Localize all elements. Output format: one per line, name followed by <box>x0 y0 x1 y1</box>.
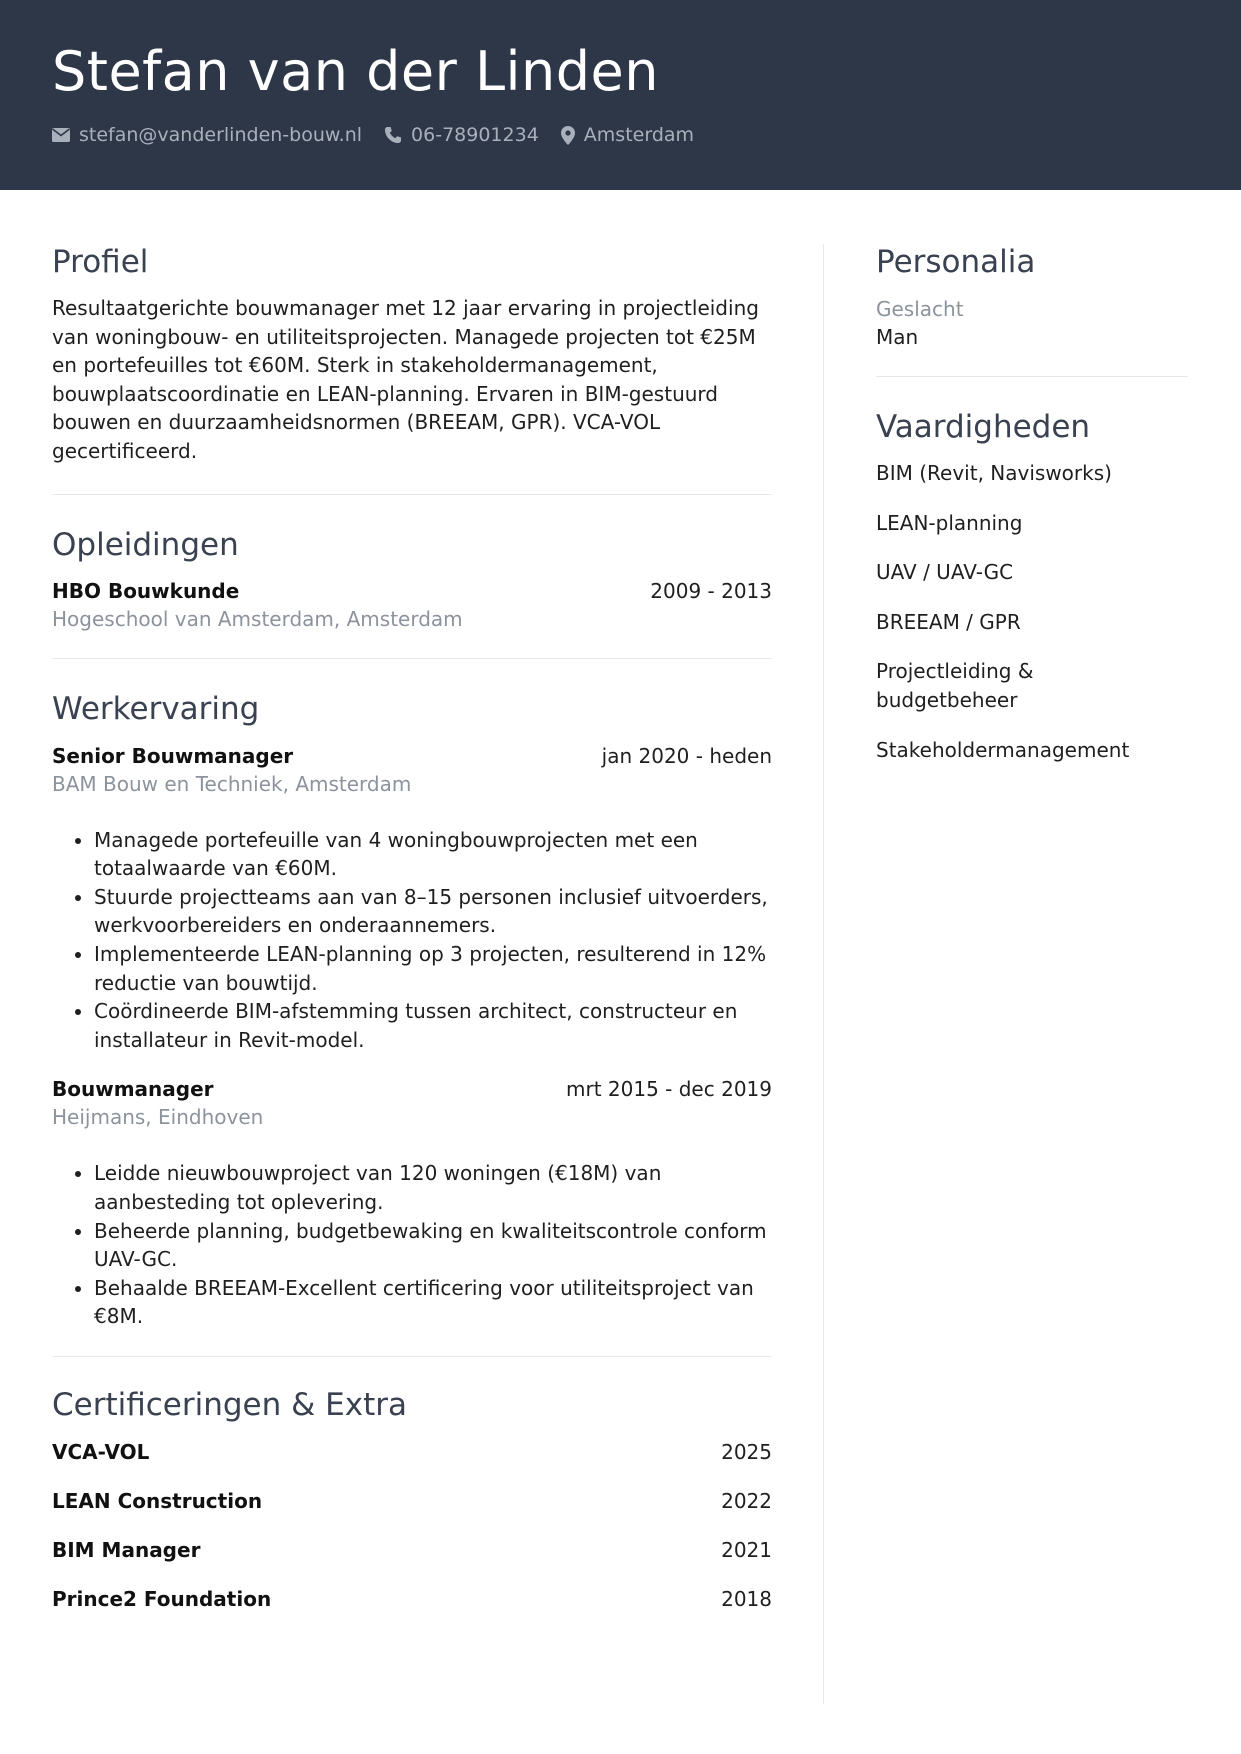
certification-name: LEAN Construction <box>52 1488 263 1513</box>
education-title: Opleidingen <box>52 526 239 563</box>
certification-year: 2018 <box>721 1586 772 1611</box>
profile-section <box>52 236 772 466</box>
certifications-section <box>52 1379 772 1613</box>
contact-email[interactable] <box>52 124 362 146</box>
section-divider <box>52 494 772 495</box>
experience-section <box>52 683 772 1331</box>
profile-text: Resultaatgerichte bouwmanager met 12 jaar ervaring in projectleiding van woningbouw- en utiliteitsprojecten. Managede projecten tot €25M en portefeuilles tot €60M. Sterk in stakeholdermanagement, bouwplaatscoordinatie en LEAN-planning. Ervaren in BIM-gestuurd bouwen en duurzaamheidsnormen (BREEAM, GPR). VCA-VOL gecertificeerd. <box>52 296 759 463</box>
envelope-icon <box>52 128 70 142</box>
list-item: • Leidde nieuwbouwproject van 120 woningen (€18M) van aanbesteding tot oplevering. <box>94 1159 772 1216</box>
certification-year: 2025 <box>721 1439 772 1464</box>
skill-item: BREEAM / GPR <box>876 609 1021 634</box>
email-text: stefan@vanderlinden-bouw.nl <box>79 124 363 146</box>
job-company: Heijmans, Eindhoven <box>52 1105 264 1130</box>
certification-row <box>52 1585 772 1613</box>
education-period: 2009 - 2013 <box>650 578 772 603</box>
section-divider <box>52 1356 772 1357</box>
skill-item: LEAN-planning <box>876 510 1023 535</box>
contact-bar <box>52 122 716 148</box>
list-item: • Coördineerde BIM-afstemming tussen architect, constructeur en installateur in Revit-model. <box>94 997 772 1054</box>
list-item: • Beheerde planning, budgetbewaking en kwaliteitscontrole conform UAV-GC. <box>94 1217 772 1274</box>
contact-phone[interactable] <box>384 124 539 146</box>
location-text: Amsterdam <box>583 124 695 146</box>
job-period: jan 2020 - heden <box>601 743 772 768</box>
resume-header <box>0 0 1241 190</box>
certification-row <box>52 1487 772 1515</box>
job-bullets <box>52 826 772 1055</box>
certification-name: BIM Manager <box>52 1537 201 1562</box>
phone-text: 06-78901234 <box>411 124 539 146</box>
skill-item: BIM (Revit, Navisworks) <box>876 461 1112 485</box>
map-pin-icon <box>561 126 575 145</box>
skill-item: Projectleiding & budgetbeheer <box>876 659 1034 712</box>
gender-value: Man <box>876 325 919 349</box>
list-item: • Behaalde BREEAM-Excellent certificering voor utiliteitsproject van €8M. <box>94 1274 772 1331</box>
candidate-name: Stefan van der Linden <box>52 40 660 103</box>
phone-icon <box>384 126 402 144</box>
job-period: mrt 2015 - dec 2019 <box>566 1077 772 1102</box>
sidebar-column <box>876 236 1188 764</box>
main-column <box>52 236 772 1613</box>
job-role: Bouwmanager <box>52 1077 214 1102</box>
skills-list <box>876 459 1188 764</box>
certifications-list <box>52 1438 772 1613</box>
certifications-title: Certificeringen & Extra <box>52 1386 407 1423</box>
education-school: Hogeschool van Amsterdam, Amsterdam <box>52 606 463 631</box>
gender-label: Geslacht <box>876 297 964 321</box>
certification-row <box>52 1536 772 1564</box>
education-entry <box>52 577 772 633</box>
personalia-section <box>876 236 1188 351</box>
certification-name: VCA-VOL <box>52 1439 150 1464</box>
job-company: BAM Bouw en Techniek, Amsterdam <box>52 771 412 796</box>
skill-item: Stakeholdermanagement <box>876 737 1130 762</box>
profile-title: Profiel <box>52 244 149 280</box>
list-item: • Implementeerde LEAN-planning op 3 projecten, resulterend in 12% reductie van bouwtijd. <box>94 940 772 997</box>
list-item: • Stuurde projectteams aan van 8–15 personen inclusief uitvoerders, werkvoorbereiders en onderaannemers. <box>94 883 772 940</box>
job-role: Senior Bouwmanager <box>52 743 294 768</box>
list-item: • Managede portefeuille van 4 woningbouwprojecten met een totaalwaarde van €60M. <box>94 826 772 883</box>
section-divider <box>876 376 1188 377</box>
column-divider <box>823 244 824 1704</box>
certification-name: Prince2 Foundation <box>52 1586 272 1611</box>
education-degree: HBO Bouwkunde <box>52 578 240 603</box>
job-bullets <box>52 1159 772 1331</box>
education-section <box>52 519 772 633</box>
certification-row <box>52 1438 772 1466</box>
skills-section <box>876 401 1188 764</box>
certification-year: 2022 <box>721 1488 772 1513</box>
skills-title: Vaardigheden <box>876 409 1091 445</box>
section-divider <box>52 658 772 659</box>
experience-entry <box>52 742 772 1055</box>
personalia-title: Personalia <box>876 244 1036 280</box>
skill-item: UAV / UAV-GC <box>876 560 1014 585</box>
experience-entry <box>52 1075 772 1331</box>
certification-year: 2021 <box>721 1537 772 1562</box>
experience-title: Werkervaring <box>52 690 260 727</box>
contact-location <box>561 124 694 146</box>
